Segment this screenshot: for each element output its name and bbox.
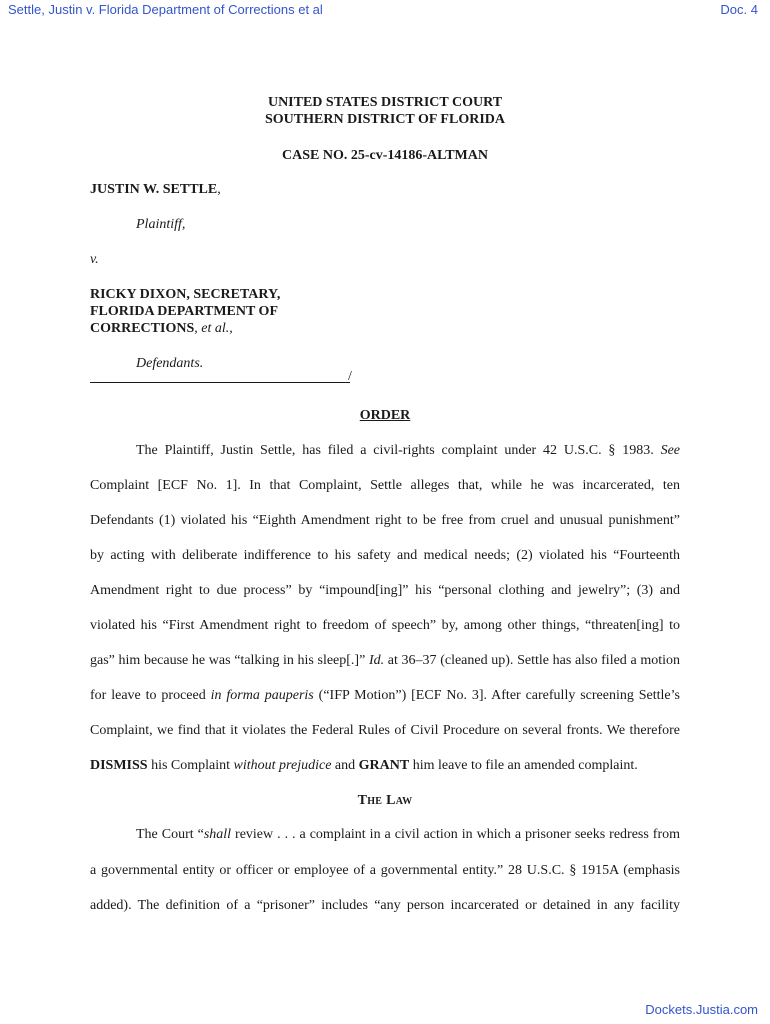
defendant-role: Defendants.: [136, 356, 204, 371]
plaintiff-role: Plaintiff,: [136, 217, 186, 232]
case-title-link[interactable]: Settle, Justin v. Florida Department of Corrections et al: [8, 2, 323, 17]
p1-line10-b: and: [331, 758, 359, 773]
p2-line2: a governmental entity or officer or employee of a governmental entity.” 28 U.S.C. § 1915A (emphasis: [90, 863, 680, 878]
court-name-line2: SOUTHERN DISTRICT OF FLORIDA: [265, 112, 505, 127]
p1-line8-a: for leave to proceed: [90, 688, 211, 703]
defendant-line1: RICKY DIXON, SECRETARY,: [90, 287, 281, 302]
defendant-corrections: CORRECTIONS: [90, 321, 195, 336]
p1-line1: [90, 442, 680, 460]
dockets-justia-link[interactable]: Dockets.Justia.com: [645, 1002, 758, 1017]
p2-line1: [90, 826, 680, 844]
p1-line7-id: Id.: [368, 653, 385, 668]
p1-line10: [90, 757, 680, 775]
p2-line3: added). The definition of a “prisoner” includes “any person incarcerated or detained in any facility: [90, 898, 680, 913]
plaintiff-name-comma: ,: [217, 182, 221, 197]
p1-line7-b: at 36–37 (cleaned up). Settle has also filed a motion: [384, 653, 680, 668]
defendant-sep: ,: [194, 321, 202, 336]
p1-line6: violated his “First Amendment right to freedom of speech” by, among other things, “threaten[ing] to: [90, 618, 680, 633]
case-number: CASE NO. 25-cv-14186-ALTMAN: [282, 148, 488, 163]
p1-line3: Defendants (1) violated his “Eighth Amendment right to be free from cruel and unusual punishment”: [90, 513, 680, 528]
p1-line5: Amendment right to due process” by “impound[ing]” his “personal clothing and jewelry”; (3) and: [90, 583, 680, 598]
caption-slash: /: [348, 369, 352, 384]
p1-line7: [90, 652, 680, 670]
p1-dismiss: DISMISS: [90, 758, 148, 773]
defendant-line3: [90, 320, 233, 337]
p2-shall: shall: [203, 827, 232, 842]
defendant-line2: FLORIDA DEPARTMENT OF: [90, 304, 279, 319]
plaintiff-name-text: JUSTIN W. SETTLE: [90, 182, 218, 197]
defendant-comma: ,: [229, 321, 233, 336]
p2-line1-b: review . . . a complaint in a civil action in which a prisoner seeks redress from: [231, 827, 680, 842]
p1-line10-c: him leave to file an amended complaint.: [409, 758, 638, 773]
p1-grant: GRANT: [358, 758, 410, 773]
law-heading: The Law: [357, 793, 413, 808]
p1-line4: by acting with deliberate indifference to his safety and medical needs; (2) violated his “Fourteenth: [90, 548, 680, 563]
p1-line1-see: See: [660, 443, 680, 458]
p1-line2: Complaint [ECF No. 1]. In that Complaint, Settle alleges that, while he was incarcerated, ten: [90, 478, 680, 493]
p1-line8: [90, 687, 680, 705]
p1-line7-a: gas” him because he was “talking in his sleep[.]”: [90, 653, 369, 668]
p1-line8-b: (“IFP Motion”) [ECF No. 3]. After carefully screening Settle’s: [313, 688, 680, 703]
versus: v.: [90, 252, 99, 267]
p2-line1-a: The Court “: [136, 827, 204, 842]
p1-without-prejudice: without prejudice: [233, 758, 332, 773]
p1-line1-text: The Plaintiff, Justin Settle, has filed a civil-rights complaint under 42 U.S.C. § 1983.: [136, 443, 661, 458]
court-name-line1: UNITED STATES DISTRICT COURT: [267, 95, 503, 110]
order-title: ORDER: [359, 408, 411, 423]
plaintiff-name: [90, 181, 221, 198]
doc-number-link[interactable]: Doc. 4: [720, 2, 758, 17]
p1-line10-a: his Complaint: [147, 758, 234, 773]
defendant-et-al: et al.: [201, 321, 230, 336]
p1-line8-ifp: in forma pauperis: [210, 688, 314, 703]
p1-line9: Complaint, we find that it violates the Federal Rules of Civil Procedure on several fronts. We therefore: [90, 723, 680, 738]
caption-rule: [90, 382, 350, 383]
